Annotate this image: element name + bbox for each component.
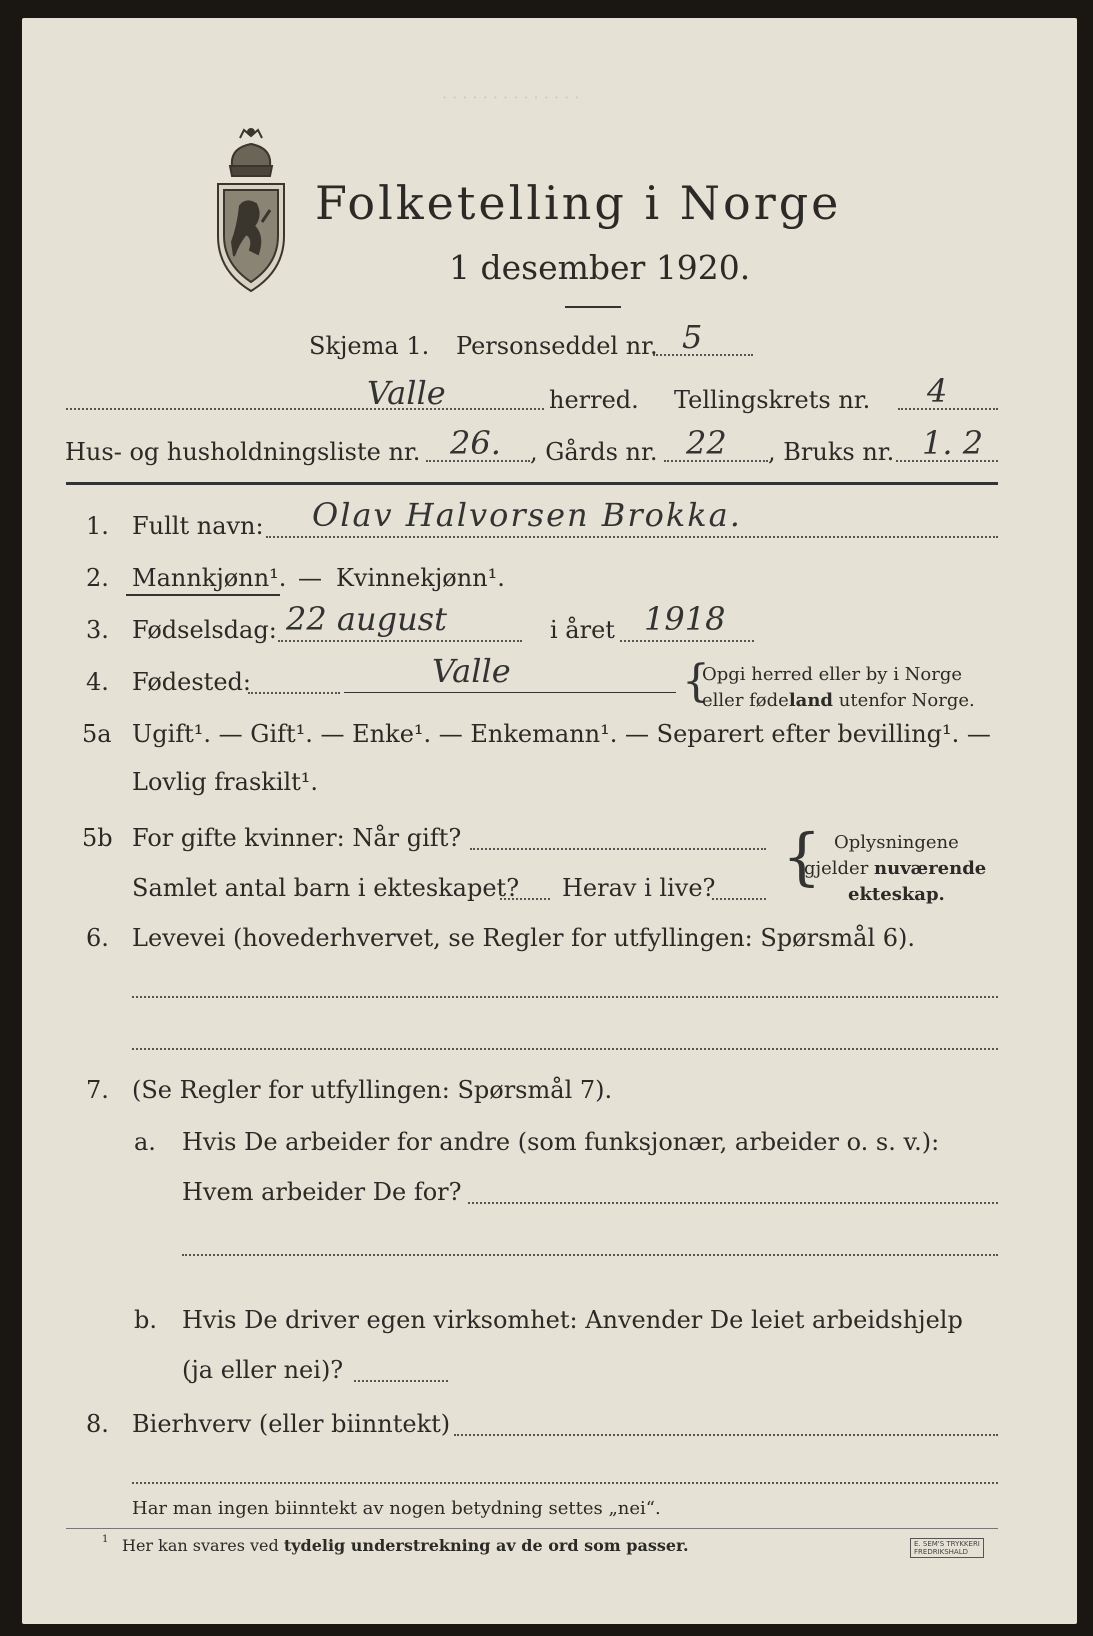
q2-male-option[interactable]: Mannkjønn¹. — [132, 564, 287, 592]
herred-value[interactable]: Valle — [367, 374, 446, 412]
q7a-line2: Hvem arbeider De for? — [182, 1178, 462, 1206]
q3-day-value[interactable]: 22 august — [286, 600, 447, 638]
q7b-letter: b. — [134, 1306, 157, 1334]
coat-of-arms-icon — [210, 126, 292, 296]
q2-number: 2. — [86, 564, 109, 592]
q4-value[interactable]: Valle — [432, 652, 511, 690]
q3-label: Fødselsdag: — [132, 616, 277, 644]
personseddel-value[interactable]: 5 — [682, 318, 703, 356]
header-rule — [66, 482, 998, 485]
census-date: 1 desember 1920. — [449, 248, 751, 287]
census-form — [22, 18, 1077, 1624]
q8-note: Har man ingen biinntekt av nogen betydning settes „nei“. — [132, 1498, 661, 1519]
q4-line — [344, 692, 676, 693]
herred-line — [66, 408, 544, 410]
q1-number: 1. — [86, 512, 109, 540]
q2-female-option[interactable]: Kvinnekjønn¹. — [336, 564, 505, 592]
q7a-answer-line[interactable] — [468, 1202, 998, 1204]
q5b-children-line[interactable] — [500, 898, 550, 900]
q5b-alive-line[interactable] — [712, 898, 766, 900]
bruks-label: , Bruks nr. — [768, 438, 895, 466]
gards-label: , Gårds nr. — [530, 438, 658, 466]
form-title: Folketelling i Norge — [315, 176, 842, 230]
q2-male-underline — [126, 594, 280, 596]
q7-number: 7. — [86, 1076, 109, 1104]
q5b-note-line3: ekteskap. — [848, 884, 945, 905]
tellingskrets-line — [898, 408, 998, 410]
q3-number: 3. — [86, 616, 109, 644]
q3-year-label: i året — [550, 616, 615, 644]
footnote-mark: 1 — [102, 1534, 109, 1545]
q8-label: Bierhverv (eller biinntekt) — [132, 1410, 451, 1438]
q1-value[interactable]: Olav Halvorsen Brokka. — [312, 496, 742, 534]
q3-year-line — [620, 640, 754, 642]
printer-stamp: E. SEM'S TRYKKERI FREDRIKSHALD — [910, 1538, 984, 1558]
schema-label: Skjema 1. — [309, 332, 430, 360]
q5b-number: 5b — [82, 824, 113, 852]
q6-number: 6. — [86, 924, 109, 952]
q7a-answer-line2[interactable] — [182, 1254, 998, 1256]
q4-brace: { — [682, 656, 710, 707]
footnote-rule — [66, 1528, 998, 1529]
q2-separator: — — [298, 564, 322, 592]
q7b-line2: (ja eller nei)? — [182, 1356, 344, 1384]
q8-answer-line[interactable] — [454, 1434, 998, 1436]
personseddel-line — [653, 354, 753, 356]
bleed-through-text: · · · · · · · · · · · · · · — [442, 88, 580, 107]
q6-line2[interactable] — [132, 1048, 998, 1050]
q5b-married-label: For gifte kvinner: Når gift? — [132, 824, 462, 852]
q6-line1[interactable] — [132, 996, 998, 998]
q1-line — [266, 536, 998, 538]
q5b-note-line1: Oplysningene — [834, 832, 959, 853]
q7a-letter: a. — [134, 1128, 156, 1156]
q5a-options[interactable]: Ugift¹. — Gift¹. — Enke¹. — Enkemann¹. — Separert efter bevilling¹. — — [132, 720, 991, 748]
bruks-value[interactable]: 1. 2 — [922, 424, 984, 462]
q5a-number: 5a — [82, 720, 112, 748]
q3-day-line — [278, 640, 522, 642]
q7b-line1: Hvis De driver egen virksomhet: Anvender De leiet arbeidshjelp — [182, 1306, 963, 1334]
q4-line-left — [248, 692, 340, 694]
q7-label: (Se Regler for utfyllingen: Spørsmål 7). — [132, 1076, 613, 1104]
q5b-brace: { — [782, 820, 822, 893]
q8-answer-line2[interactable] — [132, 1482, 998, 1484]
title-divider — [565, 306, 621, 308]
q5a-options-line2[interactable]: Lovlig fraskilt¹. — [132, 768, 319, 796]
q4-number: 4. — [86, 668, 109, 696]
q4-note-line1: Opgi herred eller by i Norge — [702, 664, 963, 685]
footnote-text: Her kan svares ved tydelig understrekning av de ord som passer. — [122, 1536, 689, 1555]
q3-year-value[interactable]: 1918 — [644, 600, 726, 638]
hus-label: Hus- og husholdningsliste nr. — [65, 438, 421, 466]
tellingskrets-value[interactable]: 4 — [927, 372, 948, 410]
q1-label: Fullt navn: — [132, 512, 264, 540]
q4-note-line2: eller fødeland utenfor Norge. — [702, 690, 975, 711]
q5b-alive-label: Herav i live? — [562, 874, 716, 902]
tellingskrets-label: Tellingskrets nr. — [674, 386, 871, 414]
gards-value[interactable]: 22 — [686, 424, 727, 462]
herred-label: herred. — [549, 386, 639, 414]
q8-number: 8. — [86, 1410, 109, 1438]
hus-value[interactable]: 26. — [450, 424, 501, 462]
q7b-answer-line[interactable] — [354, 1380, 448, 1382]
q5b-children-label: Samlet antal barn i ekteskapet? — [132, 874, 520, 902]
q5b-note-line2: gjelder nuværende — [804, 858, 987, 879]
q5b-married-line[interactable] — [470, 848, 766, 850]
q6-label: Levevei (hovederhvervet, se Regler for utfyllingen: Spørsmål 6). — [132, 924, 916, 952]
q4-label: Fødested: — [132, 668, 251, 696]
personseddel-label: Personseddel nr. — [456, 332, 658, 360]
q7a-line1: Hvis De arbeider for andre (som funksjonær, arbeider o. s. v.): — [182, 1128, 940, 1156]
